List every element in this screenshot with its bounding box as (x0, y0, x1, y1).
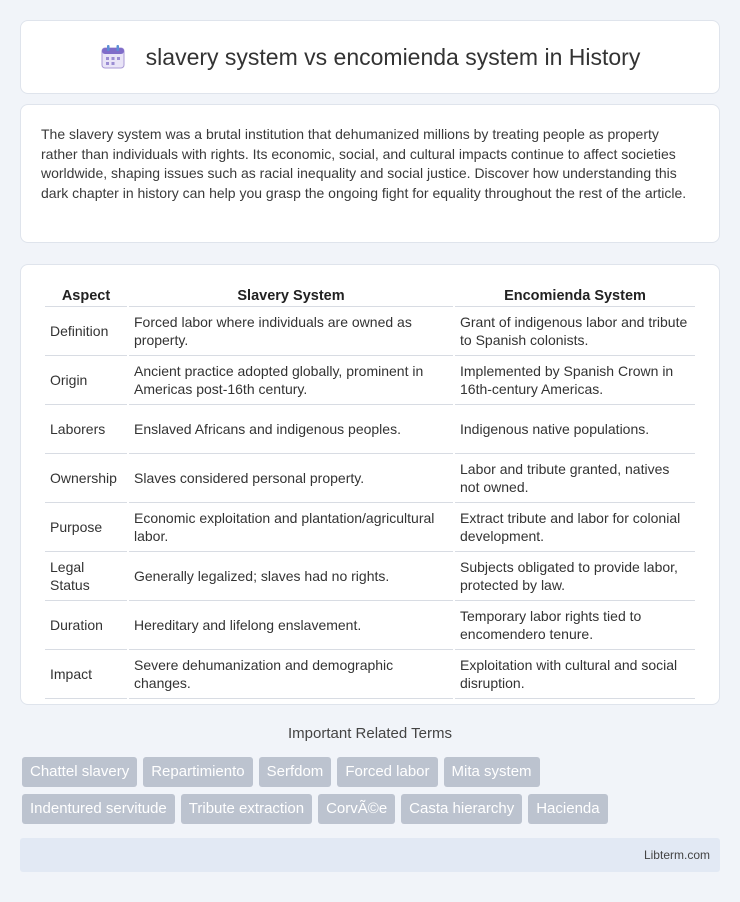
table-row (45, 405, 695, 454)
cell-slavery: Ancient practice adopted globally, prominent in Americas post-16th century. (129, 356, 453, 405)
cell-slavery: Hereditary and lifelong enslavement. (129, 601, 453, 650)
table-row (45, 356, 695, 405)
cell-slavery: Enslaved Africans and indigenous peoples. (129, 405, 453, 454)
cell-aspect: Definition (45, 307, 127, 356)
page-title: slavery system vs encomienda system in History (145, 43, 641, 70)
cell-encomienda: Labor and tribute granted, natives not owned. (455, 454, 695, 503)
cell-encomienda: Grant of indigenous labor and tribute to Spanish colonists. (455, 307, 695, 356)
cell-encomienda: Extract tribute and labor for colonial development. (455, 503, 695, 552)
cell-slavery: Forced labor where individuals are owned as property. (129, 307, 453, 356)
related-terms-title: Important Related Terms (288, 725, 452, 742)
cell-aspect: Laborers (45, 405, 127, 454)
cell-aspect: Ownership (45, 454, 127, 503)
cell-encomienda: Indigenous native populations. (455, 405, 695, 454)
tag-row (22, 757, 722, 787)
table-row (45, 503, 695, 552)
calendar-icon (100, 44, 126, 70)
cell-encomienda: Exploitation with cultural and social disruption. (455, 650, 695, 699)
header-aspect: Aspect (45, 285, 127, 307)
cell-encomienda: Temporary labor rights tied to encomendero tenure. (455, 601, 695, 650)
tag[interactable]: Mita system (444, 757, 540, 787)
cell-slavery: Economic exploitation and plantation/agricultural labor. (129, 503, 453, 552)
header-encomienda: Encomienda System (455, 285, 695, 307)
tag[interactable]: Tribute extraction (181, 794, 312, 824)
table-row (45, 601, 695, 650)
cell-aspect: Origin (45, 356, 127, 405)
tag[interactable]: Hacienda (528, 794, 607, 824)
intro-card (20, 104, 720, 243)
table-row (45, 307, 695, 356)
cell-aspect: Duration (45, 601, 127, 650)
cell-encomienda: Subjects obligated to provide labor, protected by law. (455, 552, 695, 601)
cell-aspect: Legal Status (45, 552, 127, 601)
cell-slavery: Generally legalized; slaves had no rights. (129, 552, 453, 601)
tag[interactable]: CorvÃ©e (318, 794, 395, 824)
comparison-table (43, 285, 697, 699)
cell-aspect: Purpose (45, 503, 127, 552)
footer-site-link[interactable]: Libterm.com (643, 848, 710, 862)
tag[interactable]: Indentured servitude (22, 794, 175, 824)
intro-text: The slavery system was a brutal institution that dehumanized millions by treating people as property rather than individuals with rights. Its economic, social, and cultural impacts continue to affect societies worldwide, shaping issues such as racial inequality and social justice. Discover how understanding this dark chapter in history can help you grasp the ongoing fight for equality throughout the rest of the article. (41, 126, 687, 201)
table-row (45, 552, 695, 601)
tag[interactable]: Forced labor (337, 757, 437, 787)
cell-slavery: Slaves considered personal property. (129, 454, 453, 503)
cell-encomienda: Implemented by Spanish Crown in 16th-century Americas. (455, 356, 695, 405)
cell-slavery: Severe dehumanization and demographic changes. (129, 650, 453, 699)
tag-row (22, 794, 722, 824)
title-card (20, 20, 720, 94)
table-row (45, 650, 695, 699)
tag[interactable]: Casta hierarchy (401, 794, 522, 824)
comparison-table-card (20, 264, 720, 705)
table-header-row (45, 285, 695, 307)
tag[interactable]: Chattel slavery (22, 757, 137, 787)
cell-aspect: Impact (45, 650, 127, 699)
tag[interactable]: Serfdom (259, 757, 332, 787)
table-row (45, 454, 695, 503)
header-slavery: Slavery System (129, 285, 453, 307)
footer (20, 838, 720, 872)
related-terms-tags (22, 757, 722, 831)
tag[interactable]: Repartimiento (143, 757, 252, 787)
